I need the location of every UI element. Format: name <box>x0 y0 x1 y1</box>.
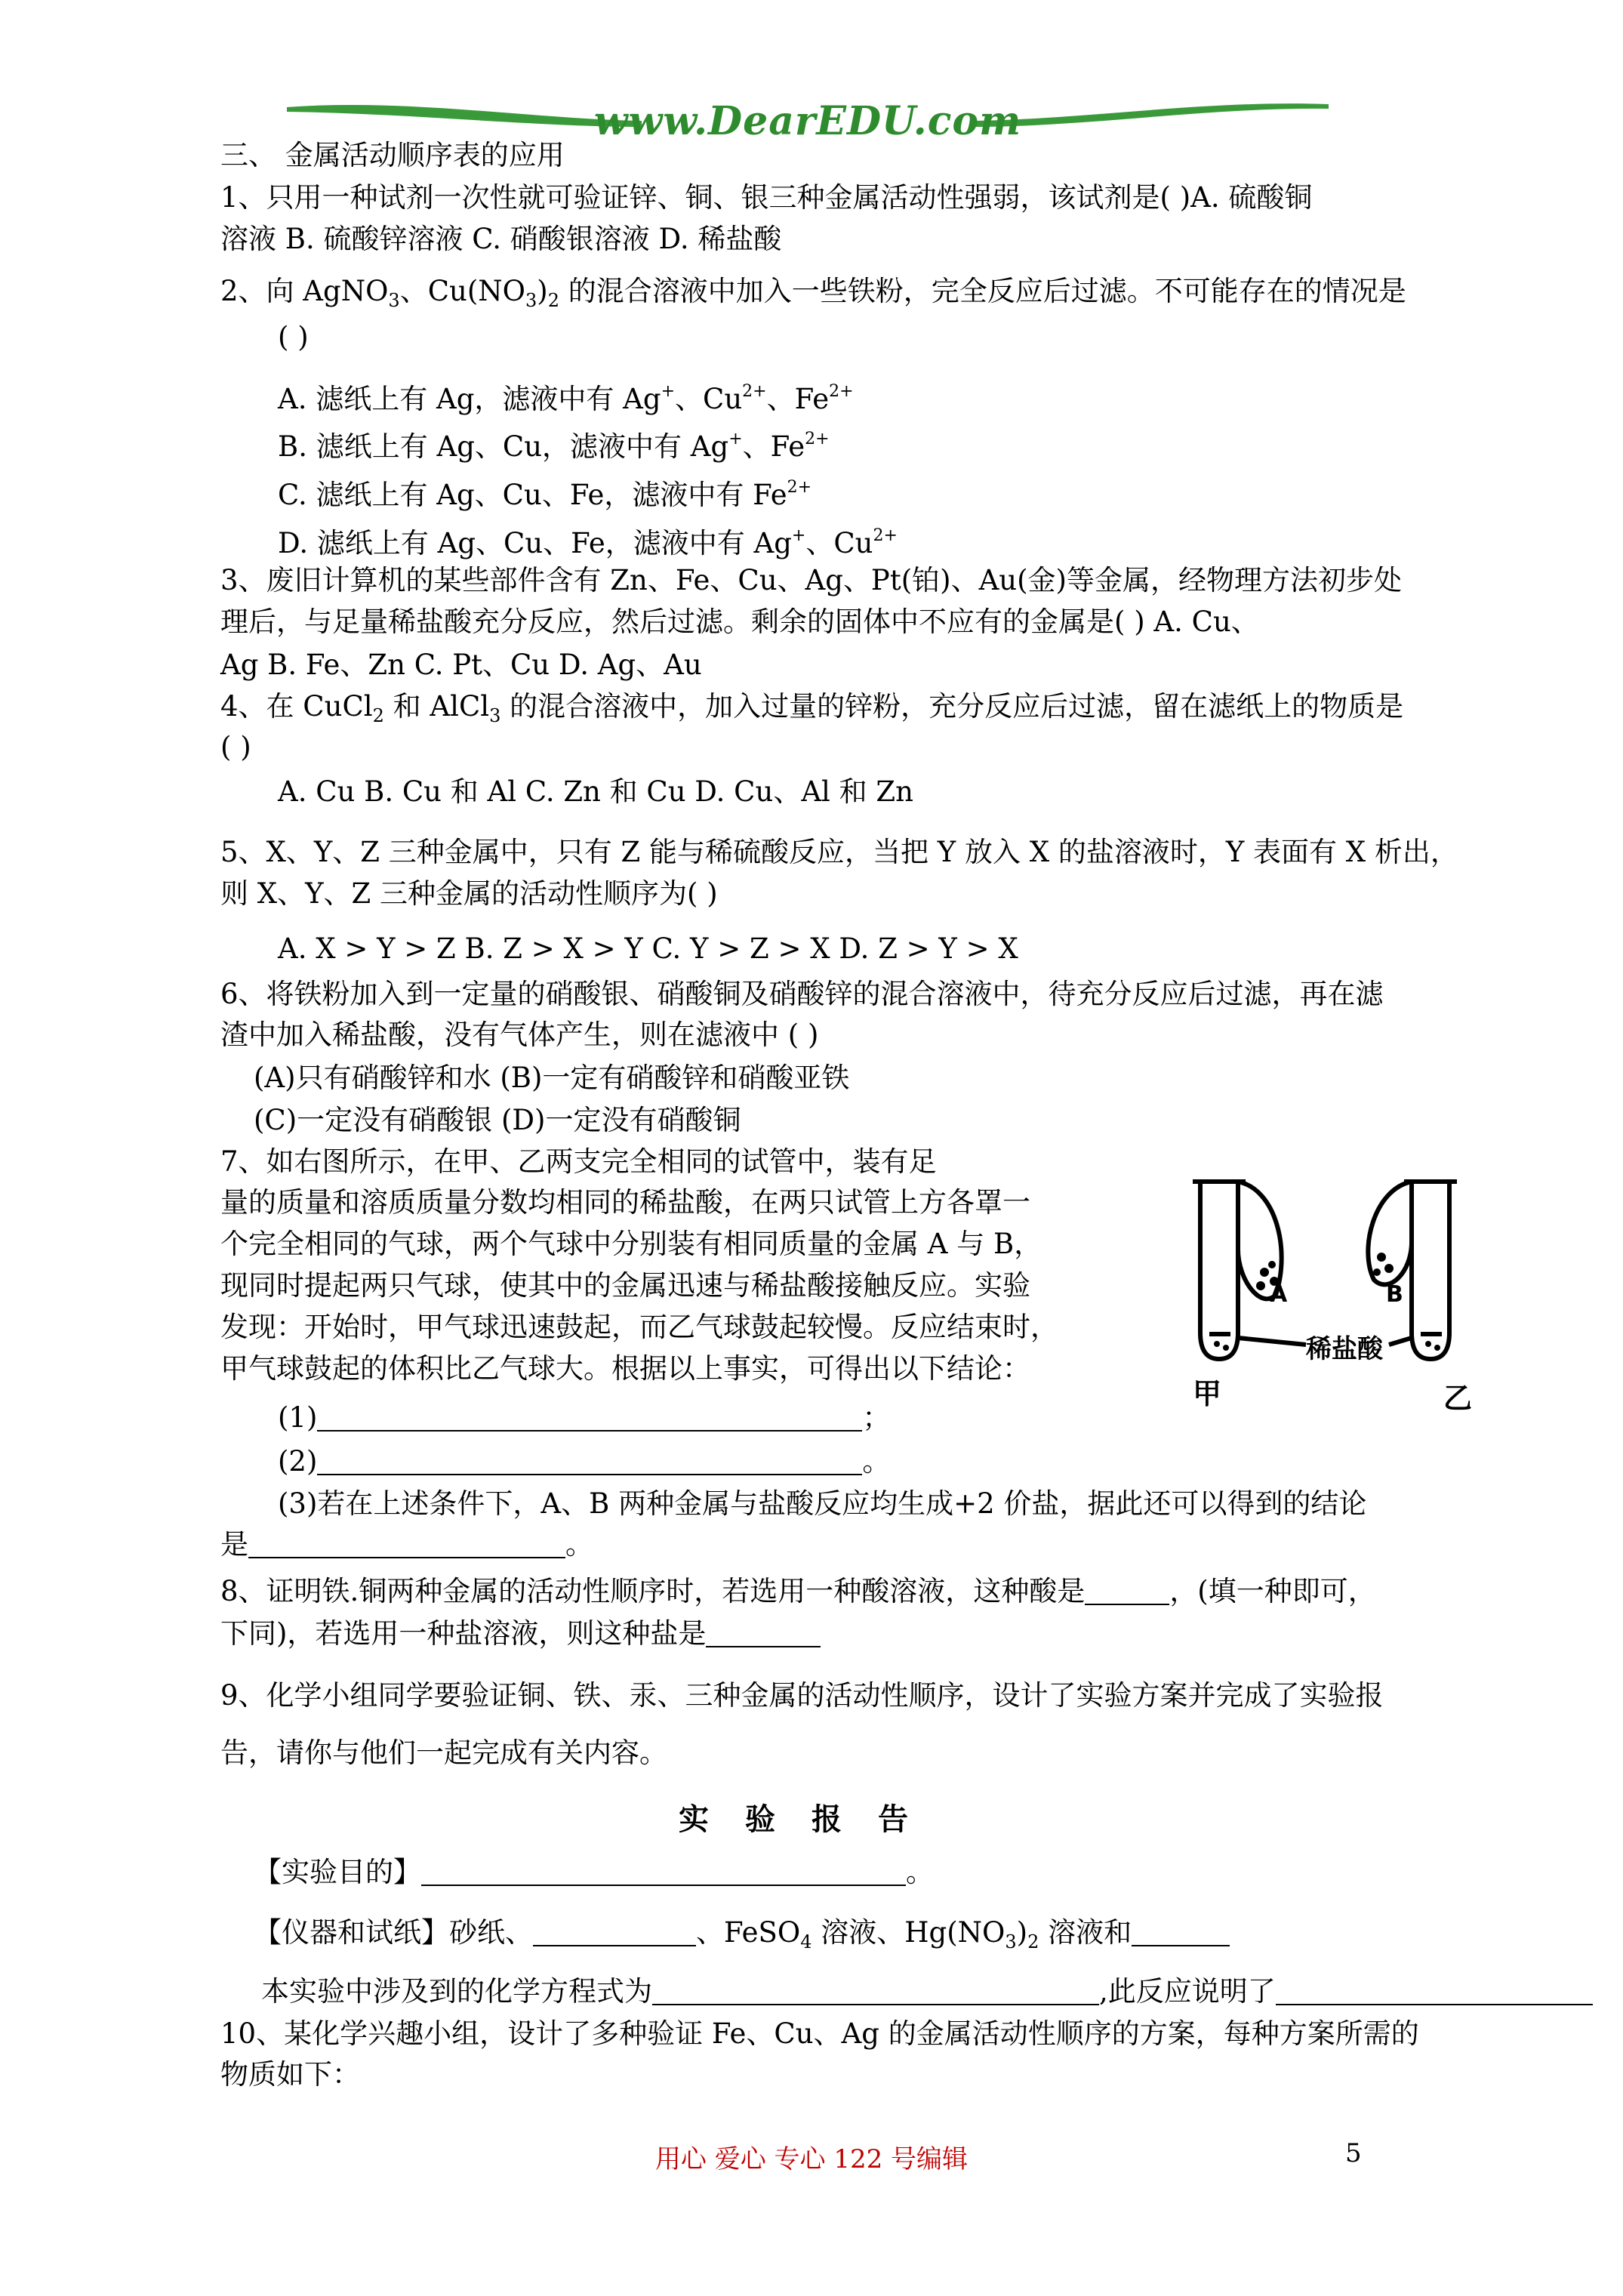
question-7-line-3b: (3)若在上述条件下，A、B 两种金属与盐酸反应均生成+2 价盐，据此还可以得到的结论 <box>278 1487 1367 1520</box>
answer-blank[interactable] <box>1132 1919 1230 1946</box>
question-1-line-1: 1、只用一种试剂一次性就可验证锌、铜、银三种金属活动性强弱，该试剂是( )A. 硫酸铜 <box>220 181 1313 214</box>
page-number: 5 <box>1345 2138 1362 2168</box>
question-7-blank-3: 是 。 <box>220 1528 593 1561</box>
metal-a-label: A <box>1270 1281 1288 1308</box>
question-10-line-2: 物质如下： <box>220 2058 360 2091</box>
question-3-line-3: Ag B. Fe、Zn C. Pt、Cu D. Ag、Au <box>220 649 702 681</box>
answer-blank[interactable] <box>248 1531 565 1558</box>
question-2-option-d: D. 滤纸上有 Ag、Cu、Fe，滤液中有 Ag+、$Cu^{2+}$ <box>278 526 898 559</box>
question-3-line-2: 理后，与足量稀盐酸充分反应，然后过滤。剩余的固体中不应有的金属是( ) A. Cu、 <box>220 606 1259 638</box>
question-7-line-5: 发现：开始时，甲气球迅速鼓起，而乙气球鼓起较慢。反应结束时， <box>220 1311 1058 1343</box>
question-7-line-4: 现同时提起两只气球，使其中的金属迅速与稀盐酸接触反应。实验 <box>220 1269 1030 1302</box>
answer-blank[interactable] <box>317 1448 862 1475</box>
site-logo: www.DearEDU.com <box>593 98 1022 144</box>
question-9-line-1: 9、化学小组同学要验证铜、铁、汞、三种金属的活动性顺序，设计了实验方案并完成了实验报 <box>220 1679 1384 1712</box>
metal-b-label: B <box>1386 1281 1403 1308</box>
question-2-line-1: 2、向 AgNO$_3$、$Cu(NO_3)_2$ 的混合溶液中加入一些铁粉，完全反应后过滤。不可能存在的情况是 <box>220 275 1406 311</box>
acid-label: 稀盐酸 <box>1306 1334 1383 1364</box>
question-9-line-2: 告，请你与他们一起完成有关内容。 <box>220 1737 667 1769</box>
answer-blank[interactable] <box>706 1620 821 1647</box>
question-7-line-2: 量的质量和溶质质量分数均相同的稀盐酸，在两只试管上方各罩一 <box>220 1186 1030 1219</box>
question-3-line-1: 3、废旧计算机的某些部件含有 Zn、Fe、Cu、Ag、Pt(铂)、Au(金)等金属，经物理方法初步处 <box>220 564 1402 596</box>
question-6-options-ab: (A)只有硝酸锌和水 (B)一定有硝酸锌和硝酸亚铁 <box>254 1062 850 1094</box>
question-4-line-1: 4、在 CuCl$_2$ 和 AlCl$_3$ 的混合溶液中，加入过量的锌粉，充分反应后过滤，留在滤纸上的物质是 <box>220 690 1404 726</box>
question-10-line-1: 10、某化学兴趣小组，设计了多种验证 Fe、Cu、Ag 的金属活动性顺序的方案，每种方案所需的 <box>220 2017 1419 2050</box>
answer-blank[interactable] <box>1276 1978 1593 2005</box>
question-6-line-2: 渣中加入稀盐酸，没有气体产生，则在滤液中 ( ) <box>220 1019 819 1051</box>
tube-left-label: 甲 <box>1193 1377 1222 1410</box>
question-5-line-1: 5、X、Y、Z 三种金属中，只有 Z 能与稀硫酸反应，当把 Y 放入 X 的盐溶液时，Y 表面有 X 析出， <box>220 836 1458 868</box>
question-7-line-3: 个完全相同的气球，两个气球中分别装有相同质量的金属 A 与 B， <box>220 1228 1042 1260</box>
question-2-option-c: C. 滤纸上有 Ag、Cu、Fe，滤液中有 $Fe^{2+}$ <box>278 478 812 511</box>
question-4-paren: ( ) <box>220 731 251 763</box>
question-5-line-2: 则 X、Y、Z 三种金属的活动性顺序为( ) <box>220 877 718 910</box>
question-2-option-b: B. 滤纸上有 Ag、Cu，滤液中有 Ag+、$Fe^{2+}$ <box>278 430 830 463</box>
report-purpose: 【实验目的】 。 <box>254 1856 934 1888</box>
tube-right-label: 乙 <box>1443 1382 1473 1415</box>
report-title: 实验报告 <box>679 1801 944 1837</box>
question-4-options: A. Cu B. Cu 和 Al C. Zn 和 Cu D. Cu、Al 和 Zn <box>278 775 913 808</box>
page-footer: 用心 爱心 专心 122 号编辑 <box>654 2144 969 2174</box>
question-6-line-1: 6、将铁粉加入到一定量的硝酸银、硝酸铜及硝酸锌的混合溶液中，待充分反应后过滤，再在滤 <box>220 978 1384 1010</box>
answer-blank[interactable] <box>533 1919 696 1946</box>
question-7-line-1: 7、如右图所示，在甲、乙两支完全相同的试管中，装有足 <box>220 1145 937 1178</box>
test-tube-figure <box>1163 1159 1495 1416</box>
report-materials: 【仪器和试纸】砂纸、 、FeSO$_4$ 溶液、$Hg(NO_3)_2$ 溶液和 <box>254 1915 1230 1960</box>
report-equation: 本实验中涉及到的化学方程式为 ,此反应说明了 <box>261 1974 1593 2010</box>
question-2-paren: ( ) <box>278 321 309 353</box>
question-1-line-2: 溶液 B. 硫酸锌溶液 C. 硝酸银溶液 D. 稀盐酸 <box>220 223 782 255</box>
question-6-options-cd: (C)一定没有硝酸银 (D)一定没有硝酸铜 <box>254 1104 741 1136</box>
answer-blank[interactable] <box>317 1404 862 1432</box>
question-7-blank-2: (2) 。 <box>278 1445 891 1478</box>
answer-blank[interactable] <box>652 1978 1099 2005</box>
answer-blank[interactable] <box>421 1859 906 1886</box>
section-title: 三、 金属活动顺序表的应用 <box>220 139 565 171</box>
question-8-line-2: 下同)，若选用一种盐溶液，则这种盐是 <box>220 1616 821 1652</box>
question-7-line-6: 甲气球鼓起的体积比乙气球大。根据以上事实，可得出以下结论： <box>220 1352 1030 1385</box>
question-2-option-a: A. 滤纸上有 Ag，滤液中有 Ag+、$Cu^{2+}$、$Fe^{2+}$ <box>278 382 854 415</box>
answer-blank[interactable] <box>1085 1578 1169 1605</box>
question-5-options: A. X > Y > Z B. Z > X > Y C. Y > Z > X D. Z > Y > X <box>278 932 1018 965</box>
question-8-line-1: 8、证明铁.铜两种金属的活动性顺序时，若选用一种酸溶液，这种酸是 ，(填一种即可， <box>220 1575 1376 1607</box>
question-7-blank-1: (1) ； <box>278 1401 891 1434</box>
